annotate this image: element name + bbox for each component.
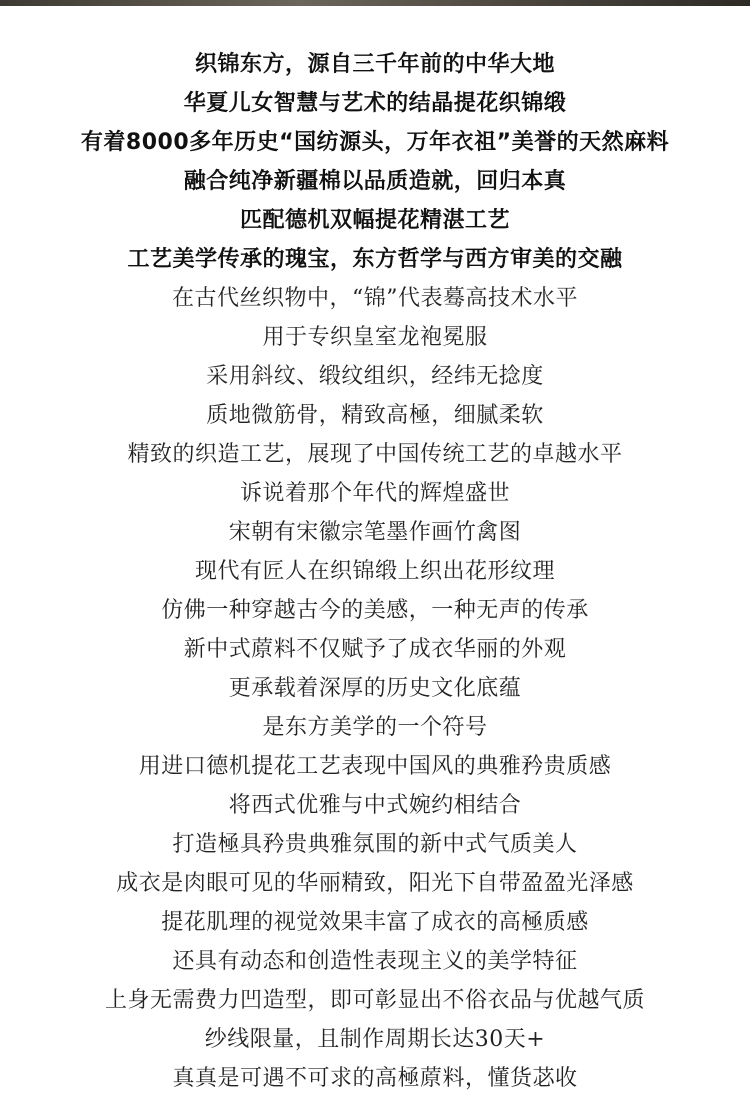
body-line: 在古代丝织物中，“锦”代表蓦高技术水平 [172, 286, 578, 311]
body-line: 仿佛一种穿越古今的美感，一种无声的传承 [161, 598, 589, 623]
body-line: 新中式蒝料不仅赋予了成衣华丽的外观 [183, 637, 567, 662]
body-line: 精致的织造工艺，展现了中国传统工艺的卓越水平 [127, 442, 623, 467]
intro-line: 融合纯净新疆棉以品质造就，回归本真 [183, 169, 567, 194]
body-line: 打造極具矜贵典雅氛围的新中式气质美人 [172, 832, 578, 857]
body-line: 诉说着那个年代的辉煌盛世 [239, 481, 510, 506]
top-image-strip [0, 0, 750, 6]
body-line: 成衣是肉眼可见的华丽精致，阳光下自带盈盈光泽感 [116, 871, 634, 896]
body-line: 采用斜纹、缎纹组织，经纬无捻度 [206, 364, 544, 389]
body-line: 用于专织皇室龙袍冕服 [262, 325, 488, 350]
body-line: 纱线限量，且制作周期长达30天+ [204, 1027, 546, 1052]
intro-line: 织锦东方，源自三千年前的中华大地 [194, 52, 555, 77]
body-line: 上身无需费力凹造型，即可彰显出不俗衣品与优越气质 [104, 988, 645, 1013]
body-line: 是东方美学的一个符号 [262, 715, 488, 740]
body-line: 用进口德机提花工艺表现中国风的典雅矜贵质感 [138, 754, 612, 779]
body-line: 提花肌理的视觉效果丰富了成衣的高極质感 [161, 910, 589, 935]
body-line: 更承载着深厚的历史文化底蕴 [228, 676, 522, 701]
body-line: 现代有匠人在织锦缎上织出花形纹理 [194, 559, 555, 584]
description-text-block [0, 45, 750, 1098]
body-line: 宋朝有宋徽宗笔墨作画竹禽图 [228, 520, 522, 545]
intro-line: 匹配德机双幅提花精湛工艺 [239, 208, 510, 233]
body-line: 质地微筋骨，精致高極，细腻柔软 [206, 403, 544, 428]
intro-line: 有着8000多年历史“国纺源头，万年衣祖”美誉的天然麻料 [80, 130, 670, 155]
intro-line: 工艺美学传承的瑰宝，东方哲学与西方审美的交融 [127, 247, 623, 272]
body-line: 还具有动态和创造性表现主义的美学特征 [172, 949, 578, 974]
body-line: 真真是可遇不可求的高極蒝料，懂货苾收 [172, 1066, 578, 1091]
body-line: 将西式优雅与中式婉约相结合 [228, 793, 522, 818]
intro-line: 华夏儿女智慧与艺术的结晶提花织锦缎 [183, 91, 567, 116]
